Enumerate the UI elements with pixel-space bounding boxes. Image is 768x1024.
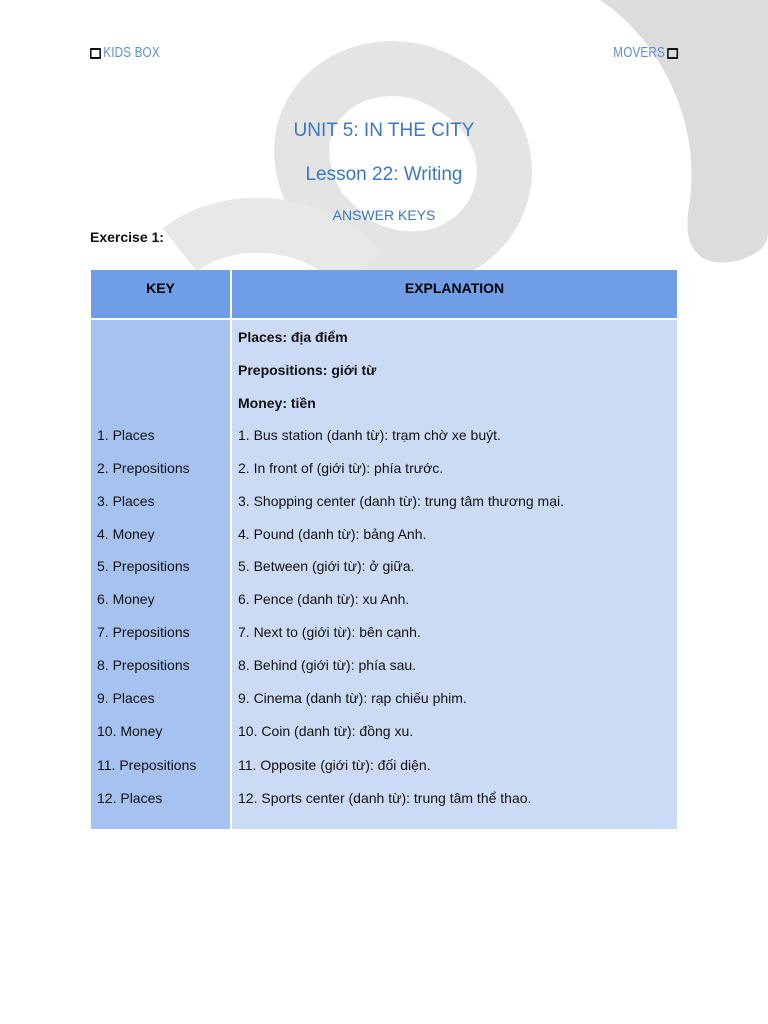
explanation-cell: 10. Coin (danh từ): đồng xu. [238, 723, 414, 739]
header-key: KEY [91, 270, 232, 318]
key-cell: 4. Money [97, 526, 155, 542]
table-header-row [91, 270, 677, 318]
key-cell: 6. Money [97, 591, 155, 607]
key-cell: 5. Prepositions [97, 558, 190, 574]
explanation-column [232, 320, 677, 829]
table-body [91, 320, 677, 829]
key-cell: 8. Prepositions [97, 657, 190, 673]
answer-table [91, 270, 677, 829]
explanation-cell: 1. Bus station (danh từ): trạm chờ xe buýt. [238, 427, 501, 443]
header-brand-right [613, 44, 678, 61]
key-cell: 12. Places [97, 790, 163, 806]
key-cell: 7. Prepositions [97, 624, 190, 640]
book-icon [90, 48, 101, 59]
explanation-cell: 2. In front of (giới từ): phía trước. [238, 460, 444, 476]
legend-money: Money: tiền [238, 395, 316, 411]
explanation-cell: 6. Pence (danh từ): xu Anh. [238, 591, 410, 607]
key-cell: 1. Places [97, 427, 155, 443]
header-brand-left [90, 44, 160, 61]
key-cell: 10. Money [97, 723, 163, 739]
header-explanation: EXPLANATION [232, 270, 677, 318]
explanation-cell: 7. Next to (giới từ): bên cạnh. [238, 624, 421, 640]
explanation-cell: 8. Behind (giới từ): phía sau. [238, 657, 417, 673]
legend-prepositions: Prepositions: giới từ [238, 362, 377, 378]
lesson-title: Lesson 22: Writing [305, 164, 463, 185]
key-cell: 9. Places [97, 690, 155, 706]
header-right-label: MOVERS [613, 44, 665, 61]
header-left-label: KIDS BOX [103, 44, 160, 61]
explanation-cell: 12. Sports center (danh từ): trung tâm thể thao. [238, 790, 532, 806]
key-cell: 2. Prepositions [97, 460, 190, 476]
book-icon [667, 48, 678, 59]
key-cell: 3. Places [97, 493, 155, 509]
legend-places: Places: địa điểm [238, 329, 348, 345]
answer-keys-heading: ANSWER KEYS [332, 207, 436, 223]
explanation-cell: 9. Cinema (danh từ): rạp chiếu phim. [238, 690, 467, 706]
unit-title: UNIT 5: IN THE CITY [293, 120, 475, 141]
explanation-cell: 3. Shopping center (danh từ): trung tâm thương mại. [238, 493, 564, 509]
explanation-cell: 5. Between (giới từ): ở giữa. [238, 558, 415, 574]
explanation-cell: 11. Opposite (giới từ): đối diện. [238, 757, 431, 773]
key-cell: 11. Prepositions [97, 757, 197, 773]
explanation-cell: 4. Pound (danh từ): bảng Anh. [238, 526, 427, 542]
exercise-label: Exercise 1: [90, 229, 164, 245]
key-column [91, 320, 232, 829]
